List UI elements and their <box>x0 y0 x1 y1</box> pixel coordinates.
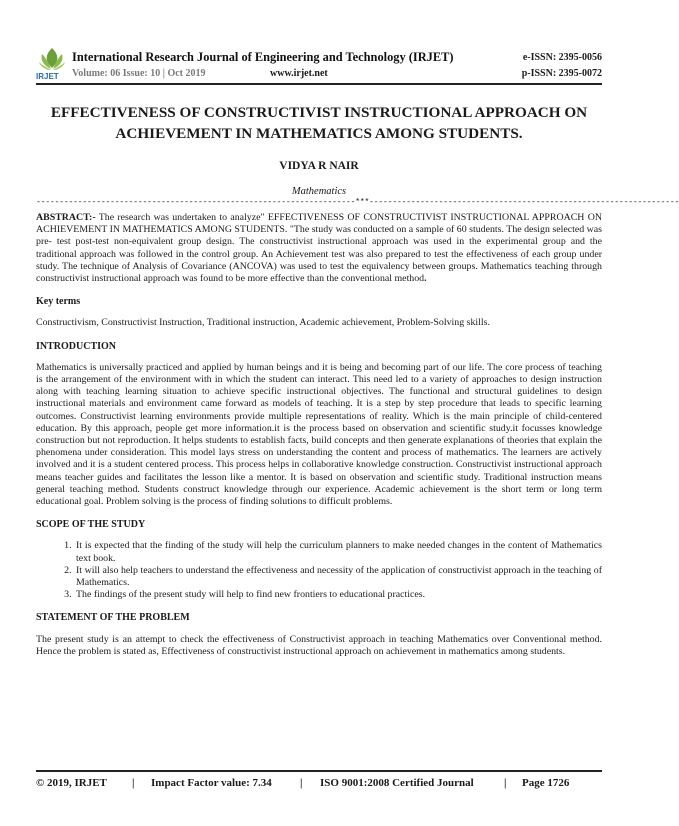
department: Mathematics <box>291 186 347 197</box>
p-issn: p-ISSN: 2395-0072 <box>521 68 602 79</box>
footer-copyright: © 2019, IRJET <box>36 777 107 789</box>
footer-iso: ISO 9001:2008 Certified Journal <box>320 777 474 789</box>
logo-wordmark: IRJET <box>36 72 59 81</box>
scope-list <box>36 540 602 601</box>
footer-page-number: Page 1726 <box>522 777 570 789</box>
footer-separator: | <box>132 777 135 789</box>
abstract <box>36 212 602 285</box>
abstract-label: ABSTRACT:- <box>36 212 96 223</box>
footer-separator: | <box>300 777 303 789</box>
scope-heading: SCOPE OF THE STUDY <box>36 519 146 531</box>
journal-name: International Research Journal of Engineering and Technology (IRJET) <box>72 50 454 64</box>
introduction-heading: INTRODUCTION <box>36 340 117 352</box>
scope-item: 2. It will also help teachers to understand the effectiveness and necessity of the application of constructivist approach in the teaching of Mathematics. <box>74 565 602 589</box>
footer-separator: | <box>504 777 507 789</box>
journal-header <box>36 44 602 84</box>
problem-heading: STATEMENT OF THE PROBLEM <box>36 612 190 624</box>
abstract-text: The research was undertaken to analyze" EFFECTIVENESS OF CONSTRUCTIVIST INSTRUCTIONAL APPROACH ON ACHIEVEMENT IN MATHEMATICS AMONG STUDENTS. "The study was conducted on a sample of 60 students. The design selected was pre- test post-test non-equivalent group design. The constructivist instructional approach was used in the experimental group and the traditional approach was followed in the control group. An Achievement test was also prepared to test the effectiveness of each group under study. The technique of Analysis of Covariance (ANCOVA) was used to test the equivalency between groups. Mathematics teaching through constructivist instructional approach was found to be more effective than the conventional method <box>36 212 602 285</box>
volume-issue: Volume: 06 Issue: 10 | Oct 2019 <box>72 68 206 79</box>
scope-item: 1. It is expected that the finding of the study will help the curriculum planners to make needed changes in the content of Mathematics text book. <box>74 540 602 564</box>
separator-line: ---------------------------------------------------------------------***------------------------------------------------------------------- <box>36 197 679 207</box>
footer-impact-factor: Impact Factor value: 7.34 <box>151 777 272 789</box>
paper-body <box>36 212 602 658</box>
footer-rule <box>36 770 602 772</box>
keyterms-heading: Key terms <box>36 296 81 308</box>
author-name: VIDYA R NAIR <box>279 160 359 172</box>
problem-text: The present study is an attempt to check the effectiveness of Constructivist approach in teaching Mathematics over Conventional method. Hence the problem is stated as, Effectiveness of constructivist instructional approach on achievement in mathematics among students. <box>36 633 602 657</box>
header-rule <box>36 83 602 85</box>
abstract-end: . <box>424 273 427 285</box>
keyterms-text: Constructivism, Constructivist Instruction, Traditional instruction, Academic achievement, Problem-Solving skills. <box>36 317 490 329</box>
scope-item: 3. The findings of the present study will help to find new frontiers to educational practices. <box>74 589 602 601</box>
e-issn: e-ISSN: 2395-0056 <box>522 52 602 63</box>
journal-website-link[interactable]: www.irjet.net <box>270 68 328 79</box>
introduction-text: Mathematics is universally practiced and applied by human beings and it is being and becoming part of our life. The core process of teaching is the arrangement of the environment with in which the student can interact. This need led to a variety of approaches to design instruction along with teaching learning situation to achieve specific instructional objectives. The functional and structural guidelines to design instructional materials and environment came forward as models of teaching. It is a step by step procedure that leads to specific learning outcomes. Constructivist learning environments provide multiple representations of reality. Which is the main principle of child-centered education. By this approach, people get more information.it is the process based on observation and scientific study.it focusses knowledge construction but not reproduction. It helps students to establish facts, build concepts and then generate explanations of theories that explain the phenomena under consideration. This model lays stress on understanding the content and process of mathematics. The learners are actively involved and it is a student centered process. This process helps in collaborative knowledge construction. Constructivist instructional approach means teacher guides and facilitates the lesson like a mentor. It is based on observation and scientific study. Traditional instruction means general teaching method. Students construct knowledge through our experience. Academic achievement is the short term or long term educational goal. Problem solving is the process of finding solutions to difficult problems. <box>36 361 602 508</box>
paper-title: EFFECTIVENESS OF CONSTRUCTIVIST INSTRUCTIONAL APPROACH ON ACHIEVEMENT IN MATHEMATICS AMONG STUDENTS. <box>50 104 588 142</box>
